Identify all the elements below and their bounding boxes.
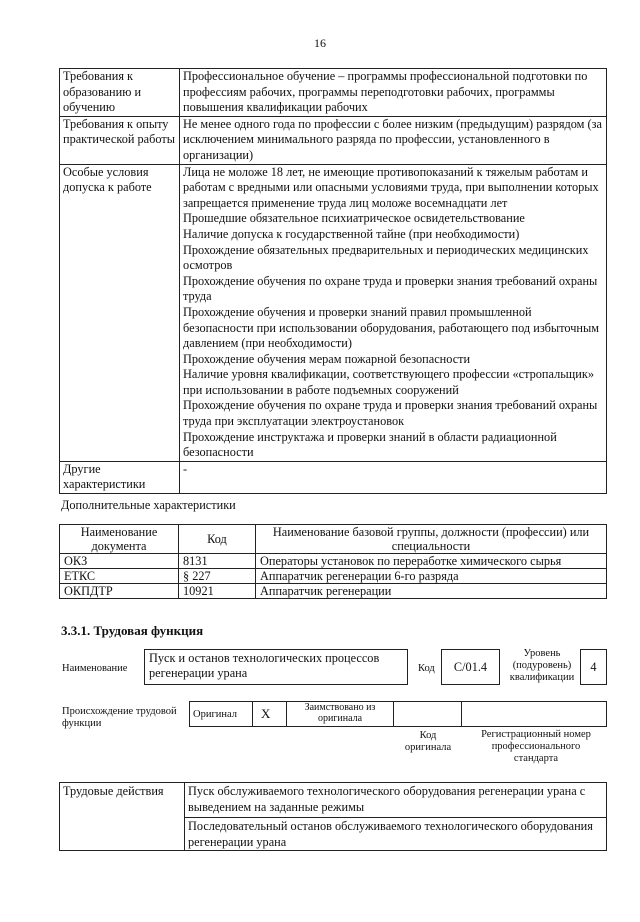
- table-cell: ОКЗ: [60, 554, 179, 569]
- level-label: Уровень (подуровень) квалификации: [509, 648, 575, 683]
- row-value: [180, 69, 607, 117]
- divider: [393, 701, 394, 727]
- table-cell: 8131: [179, 554, 256, 569]
- function-code-box: С/01.4: [441, 649, 500, 685]
- divider: [286, 701, 287, 727]
- table-header-row: [60, 525, 607, 554]
- function-heading: 3.3.1. Трудовая функция: [61, 623, 204, 638]
- requirement-line: Прохождение обучения по охране труда и проверки знания требований охраны труда при эксплуатации электроустановок: [183, 398, 598, 429]
- table-row: [60, 461, 607, 493]
- requirements-table: [59, 68, 607, 494]
- table-row: [60, 69, 607, 117]
- row-value: [180, 116, 607, 164]
- requirement-line: Лица не моложе 18 лет, не имеющие противопоказаний к тяжелым работам и работам с вредными или опасными условиями труда, при выполнении которых запрещается применение труда лиц моложе восемнадцати лет: [183, 164, 599, 210]
- requirement-line: Прохождение обязательных предварительных и периодических медицинских осмотров: [183, 242, 589, 273]
- requirement-line: -: [183, 461, 188, 476]
- table-cell: Аппаратчик регенерации: [256, 584, 607, 599]
- table-cell: ОКПДТР: [60, 584, 179, 599]
- table-cell: 10921: [179, 584, 256, 599]
- requirement-line: Прохождение обучения мерам пожарной безопасности: [183, 351, 471, 366]
- function-name-box: Пуск и останов технологических процессов регенерации урана: [144, 649, 408, 685]
- row-value: [180, 461, 607, 493]
- table-cell: Аппаратчик регенерации 6-го разряда: [256, 569, 607, 584]
- code-label: Код: [418, 663, 435, 674]
- actions-table: [59, 782, 607, 851]
- name-label: Наименование: [62, 663, 128, 674]
- table-cell: ЕТКС: [60, 569, 179, 584]
- requirement-line: Наличие уровня квалификации, соответствующего профессии «стропальщик» при использовании в работе подъемных сооружений: [183, 367, 594, 397]
- table-row: [60, 584, 607, 599]
- original-mark: X: [261, 706, 271, 721]
- action-item: Пуск обслуживаемого технологического оборудования регенерации урана с выведением на заданные режимы: [185, 783, 607, 818]
- reg-number-label: Регистрационный номер профессионального стандарта: [481, 729, 591, 764]
- action-item: Последовательный останов обслуживаемого технологического оборудования регенерации урана: [185, 818, 607, 851]
- row-label: Особые условия допуска к работе: [60, 164, 180, 461]
- level-value-box: 4: [580, 649, 607, 685]
- requirement-line: Прохождение обучения по охране труда и проверки знания требований охраны труда: [183, 273, 598, 304]
- table-row: [60, 116, 607, 164]
- requirement-line: Не менее одного года по профессии с более низким (предыдущим) разрядом (за исключением минимального разряда по профессии, установленного в организации): [183, 116, 602, 162]
- additional-table: [59, 524, 607, 599]
- original-label: Оригинал: [193, 709, 237, 720]
- table-row: [60, 554, 607, 569]
- divider: [461, 701, 462, 727]
- requirement-line: Прошедшие обязательное психиатрическое освидетельствование: [183, 211, 525, 226]
- page-number: 16: [314, 36, 326, 50]
- divider: [252, 701, 253, 727]
- table-row: [60, 783, 607, 818]
- row-value: [180, 164, 607, 461]
- column-header: Код: [179, 525, 256, 554]
- actions-label: Трудовые действия: [60, 783, 185, 851]
- borrowed-label: Заимствовано из оригинала: [304, 702, 376, 724]
- requirement-line: Прохождение обучения и проверки знаний правил промышленной безопасности при использовании оборудования, работающего под избыточным давлением (при необходимости): [183, 304, 600, 351]
- table-row: [60, 569, 607, 584]
- section-title: Дополнительные характеристики: [61, 498, 236, 512]
- column-header: Наименование документа: [60, 525, 179, 554]
- requirement-line: Наличие допуска к государственной тайне (при необходимости): [183, 226, 520, 241]
- code-original-label: Код оригинала: [404, 730, 452, 753]
- requirement-line: Прохождение инструктажа и проверки знаний в области радиационной безопасности: [183, 429, 557, 460]
- table-row: [60, 164, 607, 461]
- table-cell: § 227: [179, 569, 256, 584]
- requirement-line: Профессиональное обучение – программы профессиональной подготовки по профессиям рабочих, программы переподготовки рабочих, программы повышения квалификации рабочих: [183, 69, 588, 115]
- row-label: Требования к образованию и обучению: [60, 69, 180, 117]
- row-label: Другие характеристики: [60, 461, 180, 493]
- row-label: Требования к опыту практической работы: [60, 116, 180, 164]
- column-header: Наименование базовой группы, должности (профессии) или специальности: [256, 525, 607, 554]
- table-cell: Операторы установок по переработке химического сырья: [256, 554, 607, 569]
- origin-label: Происхождение трудовой функции: [62, 706, 177, 729]
